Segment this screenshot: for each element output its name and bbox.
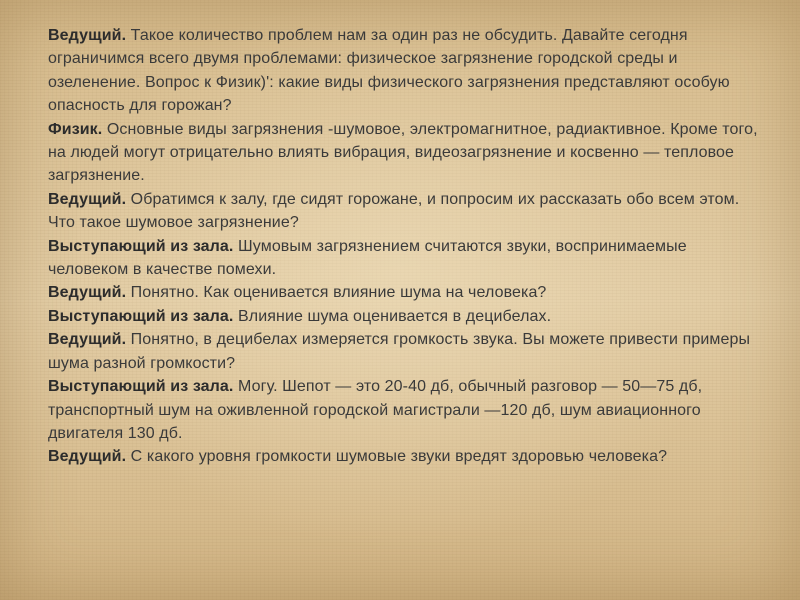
speech-text: Шумовым загрязнением считаются звуки, воспринимаемые человеком в качестве помехи. <box>48 237 687 279</box>
speaker-label: Выступающий из зала. <box>48 307 234 325</box>
speech-text: С какого уровня громкости шумовые звуки вредят здоровью человека? <box>126 448 668 466</box>
speech-text: Обратимся к залу, где сидят горожане, и попросим их рассказать обо всем этом. Что такое шумовое загрязнение? <box>48 190 740 232</box>
speaker-label: Ведущий. <box>48 448 127 466</box>
speech-text: Могу. Шепот — это 20-40 дб, обычный разговор — 50—75 дб, транспортный шум на оживленной городской магистрали —120 дб, шум авиационного двигателя 130 дб. <box>48 378 703 442</box>
dialogue-line-6 <box>48 305 760 328</box>
dialogue-line-2 <box>48 118 760 188</box>
speech-text: Основные виды загрязнения -шумовое, электромагнитное, радиактивное. Кроме того, на людей могут отрицательно влиять вибрация, видеозагрязнение и косвенно — тепловое загрязнение. <box>48 120 758 185</box>
speaker-label: Ведущий. <box>48 284 127 302</box>
speaker-label: Ведущий. <box>48 331 127 349</box>
speech-text: Такое количество проблем нам за один раз не обсудить. Давайте сегодня ограничимся всего двумя проблемами: физическое загрязнение городской среды и озеленение. Вопрос к Физик)': какие виды физического загрязнения представляют особую опасность для горожан? <box>48 27 730 115</box>
speaker-label: Выступающий из зала. <box>48 378 234 396</box>
dialogue-line-7 <box>48 328 760 375</box>
speech-text: Влияние шума оценивается в децибелах. <box>233 307 552 325</box>
speaker-label: Ведущий. <box>48 190 127 208</box>
dialogue-line-3 <box>48 188 760 235</box>
speaker-label: Ведущий. <box>48 27 127 44</box>
dialogue-line-4 <box>48 235 760 282</box>
dialogue-line-8 <box>48 375 760 445</box>
dialogue-line-5 <box>48 281 760 304</box>
speech-text: Понятно. Как оценивается влияние шума на человека? <box>126 284 547 302</box>
speaker-label: Физик. <box>48 120 103 138</box>
dialogue-text <box>48 24 760 469</box>
speaker-label: Выступающий из зала. <box>48 237 234 255</box>
speech-text: Понятно, в децибелах измеряется громкость звука. Вы можете привести примеры шума разной громкости? <box>48 331 751 372</box>
dialogue-line-9 <box>48 445 760 468</box>
dialogue-line-1 <box>48 24 760 118</box>
